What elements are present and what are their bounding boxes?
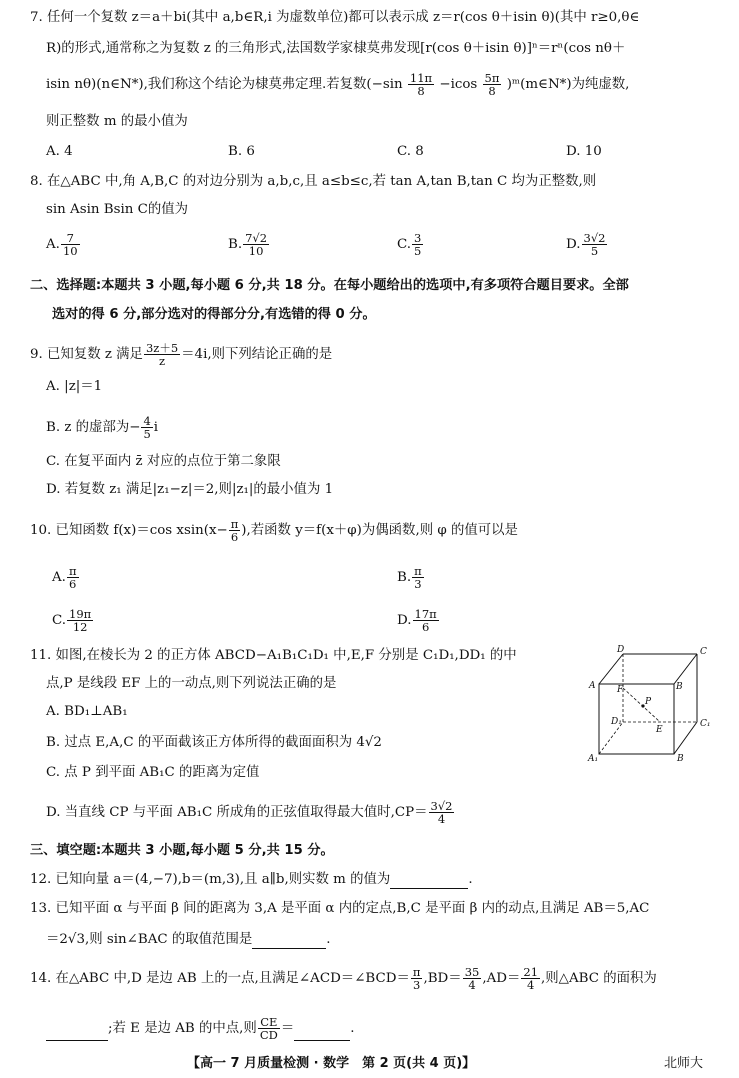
section2-heading-line1: 二、选择题:本题共 3 小题,每小题 6 分,共 18 分。在每小题给出的选项中,有多项符合题目要求。全部 (30, 278, 629, 293)
q8-option-d-den: 5 (590, 244, 599, 258)
q9-stem (30, 342, 332, 367)
q9-frac-den: z (159, 354, 166, 368)
label-a1: A₁ (588, 754, 599, 764)
q8-option-b-num: 7√2 (245, 231, 268, 245)
q9-option-b-den: 5 (143, 427, 151, 441)
q8-option-d-num: 3√2 (583, 231, 606, 245)
q8-option-a-den: 10 (62, 244, 78, 258)
q7-frac1-num: 11π (409, 71, 433, 85)
q8-option-d (566, 232, 608, 257)
section2-heading-line2: 选对的得 6 分,部分选对的得部分分,有选错的得 0 分。 (52, 307, 376, 322)
q8-option-d-label: D. (566, 237, 581, 252)
q14-frac4-num: CE (258, 1016, 280, 1029)
q9-option-c: C. 在复平面内 z̄ 对应的点位于第二象限 (46, 454, 281, 469)
cube-edge-ad (599, 654, 623, 684)
q7-line2: R)的形式,通常称之为复数 z 的三角形式,法国数学家棣莫弗发现[r(cos θ＋isin θ)]ⁿ＝rⁿ(cos nθ＋ (46, 41, 626, 56)
q8-option-a (46, 232, 81, 257)
q10-option-d-num: 17π (414, 607, 437, 621)
q7-frac2 (483, 72, 502, 97)
q12-answer-blank[interactable] (390, 874, 468, 889)
q11-option-b: B. 过点 E,A,C 的平面截该正方体所得的截面面积为 4√2 (46, 735, 382, 750)
q11-line2: 点,P 是线段 EF 上的一动点,则下列说法正确的是 (46, 676, 337, 691)
q8-option-a-frac (61, 232, 80, 257)
q14-text-b: ,BD＝ (423, 971, 462, 986)
q10-option-c-num: 19π (69, 607, 92, 621)
q8-option-b-frac (243, 232, 269, 257)
q14-area-blank[interactable] (46, 1026, 108, 1041)
q9-option-b-b: i (153, 420, 159, 435)
q7-option-c: C. 8 (397, 144, 424, 159)
q10-option-a-frac (67, 565, 79, 590)
q9-stem-b: ＝4i,则下列结论正确的是 (181, 347, 333, 362)
q8-option-c-frac (412, 232, 423, 257)
q10-option-d-den: 6 (421, 620, 430, 634)
q13-answer-blank[interactable] (252, 934, 326, 949)
q14-text-a: 14. 在△ABC 中,D 是边 AB 上的一点,且满足∠ACD＝∠BCD＝ (30, 971, 410, 986)
label-b1: B (677, 754, 684, 764)
q8-option-a-label: A. (46, 237, 60, 252)
q8-option-c (397, 232, 424, 257)
label-a: A (589, 681, 596, 691)
q7-option-b: B. 6 (228, 144, 255, 159)
q7-frac1 (408, 72, 434, 97)
q9-option-a: A. |z|＝1 (46, 379, 103, 394)
q10-option-d-frac (413, 608, 439, 633)
q14-frac1-num: π (412, 965, 421, 979)
q7-frac2-num: 5π (484, 71, 500, 85)
q12-line (30, 871, 473, 889)
q10-option-b-frac (412, 565, 424, 590)
q8-option-c-label: C. (397, 237, 412, 252)
q10-stem-b: ),若函数 y＝f(x＋φ)为偶函数,则 φ 的值可以是 (241, 523, 518, 538)
q9-frac (144, 342, 180, 367)
page-footer: 【高一 7 月质量检测 · 数学 第 2 页(共 4 页)】 (187, 1056, 476, 1071)
q12-end: . (468, 872, 473, 887)
q8-option-a-num: 7 (61, 232, 80, 245)
q14-frac4 (258, 1016, 280, 1041)
q7-line3-b: )ᵐ(m∈N*)为纯虚数, (506, 77, 630, 92)
q14-line1 (30, 966, 657, 991)
q10-stem (30, 518, 518, 543)
q10-stem-a: 10. 已知函数 f(x)＝cos xsin(x− (30, 523, 228, 538)
q10-option-a-label: A. (52, 570, 66, 585)
q11-option-a: A. BD₁⊥AB₁ (46, 704, 128, 719)
q13-line2-text: ＝2√3,则 sin∠BAC 的取值范围是 (46, 932, 253, 947)
q10-option-b (397, 565, 425, 590)
q10-option-b-den: 3 (414, 577, 422, 591)
cube-edge-bc (674, 654, 697, 684)
label-e: E (656, 725, 663, 735)
q13-end: . (326, 932, 331, 947)
q8-option-b-label: B. (228, 237, 243, 252)
label-d1: D₁ (611, 717, 622, 727)
q8-line2: sin Asin Bsin C的值为 (46, 202, 189, 217)
q8-option-c-den: 5 (414, 244, 422, 258)
q14-frac2-den: 4 (468, 978, 476, 992)
q10-frac-den: 6 (230, 530, 239, 544)
q14-text-d: ,则△ABC 的面积为 (541, 971, 657, 986)
q14-text-c: ,AD＝ (482, 971, 521, 986)
q10-option-b-label: B. (397, 570, 412, 585)
q11-option-d-num: 3√2 (430, 799, 453, 813)
q11-option-d (46, 800, 455, 825)
q10-option-c-den: 12 (72, 620, 88, 634)
q13-line2 (46, 931, 331, 949)
label-f: F (617, 685, 624, 695)
q11-option-d-frac (429, 800, 455, 825)
q7-frac2-den: 8 (488, 84, 496, 98)
q9-option-b (46, 415, 158, 440)
q14-frac1 (411, 966, 423, 991)
q9-option-b-a: B. z 的虚部为− (46, 420, 141, 435)
q8-line1: 8. 在△ABC 中,角 A,B,C 的对边分别为 a,b,c,且 a≤b≤c,若 tan A,tan B,tan C 均为正整数,则 (30, 174, 597, 189)
q11-line1: 11. 如图,在棱长为 2 的正方体 ABCD−A₁B₁C₁D₁ 中,E,F 分别是 C₁D₁,DD₁ 的中 (30, 648, 517, 663)
q9-option-b-frac (141, 415, 152, 440)
section3-heading: 三、填空题:本题共 3 小题,每小题 5 分,共 15 分。 (30, 843, 334, 858)
q8-option-c-num: 3 (414, 231, 422, 245)
q8-option-d-frac (582, 232, 608, 257)
q14-line2 (46, 1016, 355, 1041)
q10-option-a (52, 565, 80, 590)
q11-option-d-den: 4 (437, 812, 446, 826)
q7-line1: 7. 任何一个复数 z＝a＋bi(其中 a,b∈R,i 为虚数单位)都可以表示成 z＝r(cos θ＋isin θ)(其中 r≥0,θ∈ (30, 10, 640, 25)
label-c: C (700, 647, 707, 657)
q9-option-d: D. 若复数 z₁ 满足|z₁−z|＝2,则|z₁|的最小值为 1 (46, 482, 334, 497)
q14-frac2-num: 35 (464, 965, 480, 979)
q14-frac3 (521, 966, 540, 991)
q14-frac1-den: 3 (413, 978, 421, 992)
q7-line3-a: isin nθ)(n∈N*),我们称这个结论为棣莫弗定理.若复数(−sin (46, 77, 403, 92)
q7-mid: −icos (439, 77, 478, 92)
label-d: D (617, 645, 625, 655)
q12-text: 12. 已知向量 a＝(4,−7),b＝(m,3),且 a∥b,则实数 m 的值为 (30, 872, 391, 887)
q10-option-c-label: C. (52, 613, 67, 628)
q10-frac-num: π (230, 517, 239, 531)
label-p: P (645, 697, 652, 707)
q11-option-d-a: D. 当直线 CP 与平面 AB₁C 所成角的正弦值取得最大值时,CP＝ (46, 805, 428, 820)
q14-text-f: ＝ (280, 1021, 295, 1036)
label-b: B (676, 682, 683, 692)
q14-ratio-blank[interactable] (294, 1026, 350, 1041)
q7-line3 (46, 72, 629, 97)
label-c1: C₁ (700, 719, 711, 729)
cube-edge-b1c1 (674, 722, 697, 754)
cube-figure (585, 644, 715, 766)
q7-line4: 则正整数 m 的最小值为 (46, 114, 188, 129)
q14-frac3-num: 21 (523, 965, 539, 979)
q7-option-a: A. 4 (46, 144, 73, 159)
q14-frac3-den: 4 (527, 978, 535, 992)
q14-text-e: ;若 E 是边 AB 的中点,则 (108, 1021, 257, 1036)
q8-option-b-den: 10 (248, 244, 264, 258)
q11-option-c: C. 点 P 到平面 AB₁C 的距离为定值 (46, 765, 260, 780)
q8-option-b (228, 232, 270, 257)
q10-option-c (52, 608, 94, 633)
q10-option-a-den: 6 (69, 577, 77, 591)
q10-option-b-num: π (414, 564, 422, 578)
q9-option-b-num: 4 (143, 414, 151, 428)
q10-option-d (397, 608, 440, 633)
segment-ef (623, 688, 660, 722)
q14-frac2 (463, 966, 482, 991)
q10-option-a-num: π (68, 564, 77, 578)
q14-frac4-den: CD (259, 1028, 278, 1042)
q9-stem-a: 9. 已知复数 z 满足 (30, 347, 143, 362)
q10-frac (229, 518, 241, 543)
footer-edition: 北师大 (664, 1056, 704, 1071)
q10-option-c-frac (67, 608, 93, 633)
q7-frac1-den: 8 (417, 84, 425, 98)
q7-option-d: D. 10 (566, 144, 602, 159)
q9-frac-num: 3z＋5 (145, 341, 179, 355)
q14-end: . (350, 1021, 355, 1036)
q13-line1: 13. 已知平面 α 与平面 β 间的距离为 3,A 是平面 α 内的定点,B,C 是平面 β 内的动点,且满足 AB＝5,AC (30, 901, 650, 916)
q10-option-d-label: D. (397, 613, 412, 628)
